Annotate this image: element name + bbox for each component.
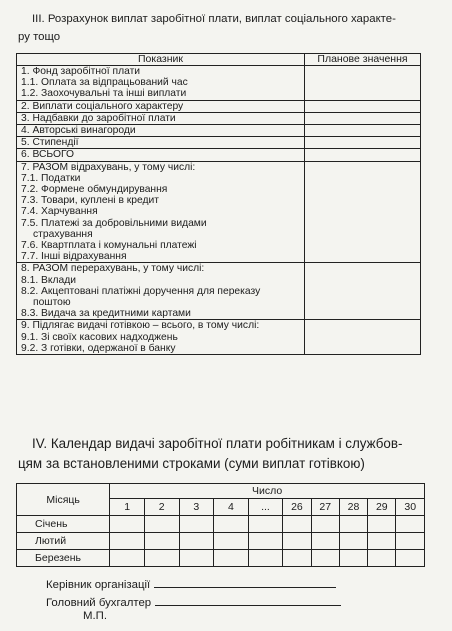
row-label: 1.1. Оплата за відпрацьований час bbox=[21, 77, 188, 89]
amount-cell[interactable] bbox=[214, 516, 249, 533]
amount-cell[interactable] bbox=[179, 533, 214, 550]
amount-cell[interactable] bbox=[339, 516, 367, 533]
month-row-january bbox=[17, 516, 425, 533]
payments-calculation-table bbox=[16, 53, 421, 355]
day-number-header: Число bbox=[110, 484, 425, 499]
indicator-column-header: Показник bbox=[17, 54, 305, 66]
accountant-signature-label: Головний бухгалтер bbox=[46, 597, 152, 609]
row-label: 6. ВСЬОГО bbox=[21, 149, 74, 161]
row-label: 8.1. Вклади bbox=[21, 274, 77, 286]
head-signature-label: Керівник організації bbox=[46, 579, 151, 591]
row-label-continuation: страхування bbox=[33, 228, 93, 240]
day-number: 26 bbox=[283, 499, 311, 516]
amount-cell[interactable] bbox=[179, 516, 214, 533]
indicator-cell bbox=[17, 320, 305, 355]
table-row-wage-fund bbox=[17, 66, 421, 101]
month-row-march bbox=[17, 550, 425, 567]
table-row-allowances bbox=[17, 112, 421, 124]
month-label: Січень bbox=[17, 516, 110, 533]
plan-value-cell[interactable] bbox=[305, 320, 421, 355]
section-3-title-line-2: ру тощо bbox=[18, 31, 61, 43]
amount-cell[interactable] bbox=[248, 533, 283, 550]
amount-cell[interactable] bbox=[110, 533, 145, 550]
table-row-royalties bbox=[17, 125, 421, 137]
plan-value-cell[interactable] bbox=[305, 137, 421, 149]
row-label: 7.2. Формене обмундирування bbox=[21, 184, 168, 196]
amount-cell[interactable] bbox=[144, 516, 179, 533]
row-label: 9. Підлягає видачі готівкою – всього, в тому числі: bbox=[21, 320, 260, 332]
payout-calendar-table bbox=[16, 483, 425, 567]
amount-cell[interactable] bbox=[214, 550, 249, 567]
row-label: 1. Фонд заробітної плати bbox=[21, 66, 141, 77]
table-row-social-payments bbox=[17, 100, 421, 112]
stamp-place-label: М.П. bbox=[83, 610, 108, 622]
day-number: 1 bbox=[110, 499, 145, 516]
day-number: 27 bbox=[311, 499, 339, 516]
day-number: 30 bbox=[396, 499, 425, 516]
amount-cell[interactable] bbox=[179, 550, 214, 567]
day-number: 29 bbox=[368, 499, 396, 516]
plan-value-cell[interactable] bbox=[305, 66, 421, 101]
amount-cell[interactable] bbox=[110, 550, 145, 567]
accountant-signature-field[interactable] bbox=[155, 595, 341, 606]
amount-cell[interactable] bbox=[339, 550, 367, 567]
amount-cell[interactable] bbox=[311, 550, 339, 567]
amount-cell[interactable] bbox=[283, 533, 311, 550]
table-row-stipends bbox=[17, 137, 421, 149]
amount-cell[interactable] bbox=[283, 516, 311, 533]
amount-cell[interactable] bbox=[214, 533, 249, 550]
plan-value-cell[interactable] bbox=[305, 149, 421, 161]
amount-cell[interactable] bbox=[396, 550, 425, 567]
section-4-title-line-2: цям за встановленими строками (суми виплат готівкою) bbox=[18, 456, 365, 471]
row-label: 5. Стипендії bbox=[21, 137, 79, 149]
plan-value-cell[interactable] bbox=[305, 263, 421, 320]
row-label: 7.1. Податки bbox=[21, 172, 81, 184]
indicator-cell bbox=[17, 137, 305, 149]
row-label: 1.2. Заохочувальні та інші виплати bbox=[21, 88, 187, 100]
row-label: 8.3. Видача за кредитними картами bbox=[21, 308, 191, 320]
plan-value-column-header: Планове значення bbox=[305, 54, 421, 66]
amount-cell[interactable] bbox=[110, 516, 145, 533]
amount-cell[interactable] bbox=[248, 550, 283, 567]
row-label: 4. Авторські винагороди bbox=[21, 125, 136, 137]
indicator-cell bbox=[17, 161, 305, 263]
plan-value-cell[interactable] bbox=[305, 125, 421, 137]
section-4-title-line-1: IV. Календар видачі заробітної плати робітникам і службов- bbox=[32, 436, 403, 451]
amount-cell[interactable] bbox=[368, 516, 396, 533]
row-label: 8. РАЗОМ перерахувань, у тому числі: bbox=[21, 263, 205, 275]
day-number: 28 bbox=[339, 499, 367, 516]
indicator-cell bbox=[17, 149, 305, 161]
amount-cell[interactable] bbox=[144, 550, 179, 567]
amount-cell[interactable] bbox=[396, 516, 425, 533]
head-signature-line bbox=[46, 577, 336, 591]
amount-cell[interactable] bbox=[283, 550, 311, 567]
table-row-deductions bbox=[17, 161, 421, 263]
row-label: 2. Виплати соціального характеру bbox=[21, 100, 184, 112]
indicator-cell bbox=[17, 263, 305, 320]
row-label: 9.2. З готівки, одержаної в банку bbox=[21, 342, 176, 354]
amount-cell[interactable] bbox=[339, 533, 367, 550]
indicator-cell bbox=[17, 112, 305, 124]
indicator-cell bbox=[17, 125, 305, 137]
row-label: 7.7. Інші відрахування bbox=[21, 251, 127, 263]
row-label: 7. РАЗОМ відрахувань, у тому числі: bbox=[21, 161, 196, 173]
amount-cell[interactable] bbox=[368, 550, 396, 567]
section-3-title bbox=[18, 10, 438, 46]
section-3-title-line-1: III. Розрахунок виплат заробітної плати, виплат соціального характе- bbox=[32, 13, 396, 25]
indicator-cell bbox=[17, 100, 305, 112]
month-label: Березень bbox=[17, 550, 110, 567]
row-label: 3. Надбавки до заробітної плати bbox=[21, 112, 176, 124]
month-label: Лютий bbox=[17, 533, 110, 550]
month-column-header: Місяць bbox=[17, 484, 110, 516]
amount-cell[interactable] bbox=[311, 533, 339, 550]
amount-cell[interactable] bbox=[396, 533, 425, 550]
amount-cell[interactable] bbox=[144, 533, 179, 550]
day-number: 2 bbox=[144, 499, 179, 516]
day-ellipsis: ... bbox=[248, 499, 283, 516]
row-label: 7.5. Платежі за добровільними видами bbox=[21, 217, 207, 229]
plan-value-cell[interactable] bbox=[305, 112, 421, 124]
amount-cell[interactable] bbox=[248, 516, 283, 533]
row-label: 9.1. Зі своїх касових надходжень bbox=[21, 331, 178, 343]
plan-value-cell[interactable] bbox=[305, 100, 421, 112]
day-number: 4 bbox=[214, 499, 249, 516]
table-row-total bbox=[17, 149, 421, 161]
row-label: 7.3. Товари, куплені в кредит bbox=[21, 195, 159, 207]
row-label-continuation: поштою bbox=[33, 297, 71, 309]
amount-cell[interactable] bbox=[368, 533, 396, 550]
indicator-cell bbox=[17, 66, 305, 101]
table-row-transfers bbox=[17, 263, 421, 320]
row-label: 7.4. Харчування bbox=[21, 206, 98, 218]
row-label: 7.6. Квартплата і комунальні платежі bbox=[21, 240, 197, 252]
row-label: 8.2. Акцептовані платіжні доручення для переказу bbox=[21, 285, 261, 297]
table-row-cash-payout bbox=[17, 320, 421, 355]
month-row-february bbox=[17, 533, 425, 550]
day-number: 3 bbox=[179, 499, 214, 516]
accountant-signature-line bbox=[46, 595, 341, 609]
plan-value-cell[interactable] bbox=[305, 161, 421, 263]
head-signature-field[interactable] bbox=[154, 577, 336, 588]
section-4-title bbox=[18, 434, 438, 474]
amount-cell[interactable] bbox=[311, 516, 339, 533]
